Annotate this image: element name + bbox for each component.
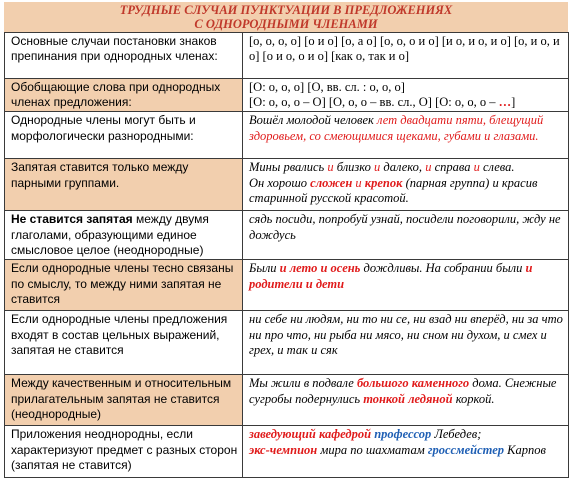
rule-description [5, 159, 243, 211]
rule-example [243, 33, 569, 79]
text-run: дома. Снежные сугробы подернулись [249, 376, 557, 406]
text-run: дождливы. На собрании были [360, 261, 526, 276]
text-run: Запятая ставится только между парными группами. [11, 160, 189, 190]
rule-description [5, 211, 243, 260]
text-run: и [473, 160, 480, 175]
text-run: Если однородные члены тесно связаны по смыслу, то между ними запятая не ставится [11, 261, 234, 306]
text-run: Были [249, 261, 280, 276]
text-run: Мины рвались [249, 160, 328, 175]
rule-description [5, 112, 243, 159]
text-run: Приложения неоднородны, если характеризуют предмет с разных сторон (запятая не ставится) [11, 427, 238, 472]
text-run: тонкой ледяной [363, 391, 453, 406]
text-run: Лебедев; [431, 427, 482, 442]
rule-description [5, 426, 243, 478]
text-run: Однородные члены могут быть и морфологически разнородными: [11, 113, 196, 143]
rule-example [243, 79, 569, 112]
text-run: слева. [479, 160, 515, 175]
table-row [5, 211, 569, 260]
rule-example [243, 375, 569, 426]
rules-table [4, 32, 569, 478]
text-run: [O: о, о, о] [O, вв. сл. : о, о, о] [249, 80, 405, 94]
table-row [5, 79, 569, 112]
text-run: и [355, 175, 362, 190]
text-run: [о, о, о, о] [о и о] [о, а о] [о, о, о и о] [и о, и о, и о] [о, и о, и о] [о и о, о и о] [как о, так и о] [249, 34, 560, 64]
title-line-2: С ОДНОРОДНЫМИ ЧЛЕНАМИ [194, 17, 378, 31]
rule-example [243, 112, 569, 159]
text-run: и родители и дети [249, 261, 533, 291]
text-run: Мы жили в подвале [249, 376, 357, 391]
text-run: и [327, 160, 334, 175]
rule-description [5, 79, 243, 112]
text-run: Не ставится запятая [11, 212, 133, 227]
text-run: экс-чемпион [249, 442, 318, 457]
text-run: Между качественным и относительным прилагательным запятая не ставится (неоднородные) [11, 376, 232, 421]
text-run: коркой. [452, 391, 495, 406]
text-run: Обобщающие слова при однородных членах предложения: [11, 80, 221, 110]
text-run: … [498, 95, 512, 110]
text-run: близко [333, 160, 375, 175]
text-run: ни себе ни людям, ни то ни се, ни взад ни вперёд, ни за что ни про что, ни рыба ни мясо, ни сном ни духом, и смех и грех, и так и сяк [249, 312, 563, 357]
title-line-1: ТРУДНЫЕ СЛУЧАИ ПУНКТУАЦИИ В ПРЕДЛОЖЕНИЯХ [119, 3, 453, 17]
text-run: Карпов [504, 442, 546, 457]
table-row [5, 33, 569, 79]
rule-example [243, 159, 569, 211]
table-row [5, 260, 569, 311]
rule-description [5, 311, 243, 375]
text-run: Основные случаи постановки знаков препинания при однородных членах: [11, 34, 218, 64]
text-run: профессор [374, 427, 432, 442]
text-run: сложен [310, 175, 353, 190]
text-run: гроссмейстер [427, 442, 505, 457]
text-run: мира по шахматам [317, 442, 428, 457]
text-run: между двумя глаголами, образующими единое смысловое целое (неоднородные) [11, 212, 209, 257]
table-row [5, 311, 569, 375]
text-run: далеко, [380, 160, 426, 175]
text-run: заведующий кафедрой [249, 427, 372, 442]
text-run: Если однородные члены предложения входят в состав цельных выражений, запятая не ставится [11, 312, 228, 357]
table-row [5, 375, 569, 426]
text-run: лет двадцати пяти, блещущий здоровьем, со смеющимися щеками, губами и глазами. [249, 113, 544, 143]
rule-description [5, 260, 243, 311]
rule-example [243, 426, 569, 478]
text-run: [O: о, о, о – O] [O, о, о – вв. сл., O] [O: о, о, о – [249, 95, 499, 110]
text-run: и [425, 160, 432, 175]
text-run: и [374, 160, 381, 175]
text-run: и лето и осень [279, 261, 361, 276]
text-run: справа [431, 160, 474, 175]
text-run: Вошёл молодой человек [249, 113, 377, 128]
text-run: (парная группа) и красив старинной русской красотой. [249, 175, 538, 205]
rule-example [243, 311, 569, 375]
rule-example [243, 211, 569, 260]
text-run: каменного [411, 376, 470, 391]
text-run: ] [511, 95, 516, 110]
rule-description [5, 33, 243, 79]
rule-description [5, 375, 243, 426]
page-title [4, 2, 568, 32]
text-run: большого [356, 376, 409, 391]
text-run: сядь посиди, попробуй узнай, посидели поговорили, жду не дождусь [249, 212, 561, 242]
rule-example [243, 260, 569, 311]
table-row [5, 112, 569, 159]
table-row [5, 426, 569, 478]
text-run: Он хорошо [249, 175, 311, 190]
table-row [5, 159, 569, 211]
text-run: крепок [364, 175, 403, 190]
